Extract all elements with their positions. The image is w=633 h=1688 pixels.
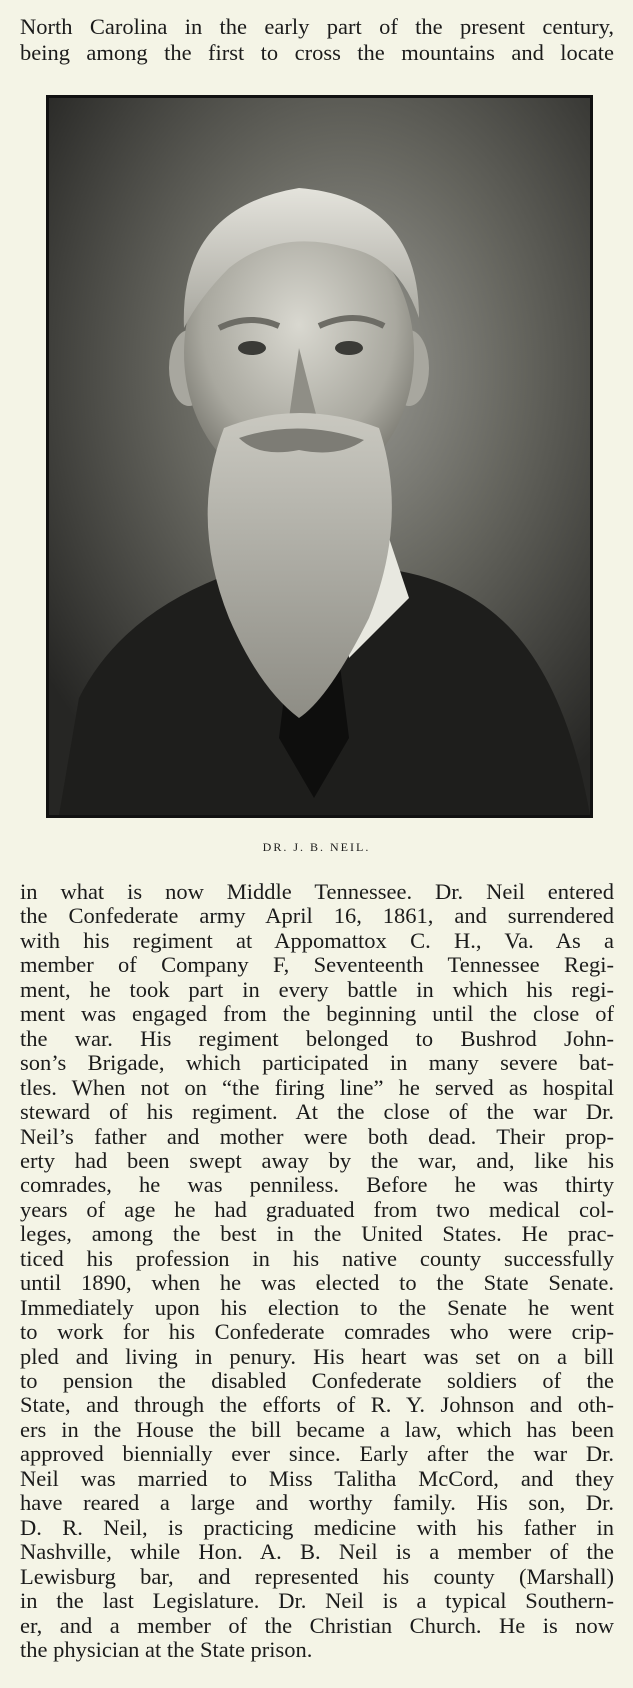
text-line: ticed his profession in his native county successfully [20,1245,614,1271]
text-line: Lewisburg bar, and represented his county (Marshall) [20,1563,614,1589]
text-line: in the last Legislature. Dr. Neil is a typical Southern- [20,1588,614,1614]
photo-caption: DR. J. B. NEIL. [262,840,371,854]
text-line: ment was engaged from the beginning until the close of [20,1001,614,1027]
text-line: the Confederate army April 16, 1861, and surrendered [20,903,614,929]
text-line: erty had been swept away by the war, and, like his [20,1147,614,1173]
text-line: State, and through the efforts of R. Y. Johnson and oth- [20,1392,614,1418]
text-line: have reared a large and worthy family. His son, Dr. [20,1490,614,1516]
text-line: tles. When not on “the firing line” he served as hospital [20,1074,614,1100]
text-line: Neil was married to Miss Talitha McCord, and they [20,1465,614,1491]
text-line: being among the first to cross the mountains and locate [20,40,614,65]
text-line: son’s Brigade, which participated in many severe bat- [20,1050,614,1076]
text-line: steward of his regiment. At the close of the war Dr. [20,1099,614,1125]
text-line: pled and living in penury. His heart was set on a bill [20,1343,614,1369]
text-line: until 1890, when he was elected to the State Senate. [20,1270,614,1296]
text-line: the physician at the State prison. [20,1636,313,1662]
text-line: in what is now Middle Tennessee. Dr. Neil entered [20,879,614,904]
text-line: years of age he had graduated from two medical col- [20,1196,614,1222]
text-line: D. R. Neil, is practicing medicine with his father in [20,1514,614,1540]
text-line: member of Company F, Seventeenth Tennessee Regi- [20,952,614,978]
portrait-illustration [49,98,590,815]
portrait-photo [46,95,593,818]
text-line: ers in the House the bill became a law, which has been [20,1416,614,1442]
text-line: to pension the disabled Confederate soldiers of the [20,1368,614,1393]
text-line: Immediately upon his election to the Senate he went [20,1294,614,1320]
text-line: leges, among the best in the United States. He prac- [20,1221,614,1247]
text-line: North Carolina in the early part of the present century, [20,14,614,39]
text-line: Neil’s father and mother were both dead. Their prop- [20,1123,614,1149]
text-line: comrades, he was penniless. Before he was thirty [20,1172,614,1198]
text-line: ment, he took part in every battle in which his regi- [20,976,614,1002]
text-line: to work for his Confederate comrades who were crip- [20,1319,614,1345]
text-line: approved biennially ever since. Early after the war Dr. [20,1441,614,1467]
text-line: er, and a member of the Christian Church. He is now [20,1612,614,1638]
text-line: the war. His regiment belonged to Bushrod John- [20,1025,614,1051]
text-line: Nashville, while Hon. A. B. Neil is a member of the [20,1539,614,1565]
text-line: with his regiment at Appomattox C. H., Va. As a [20,927,614,953]
